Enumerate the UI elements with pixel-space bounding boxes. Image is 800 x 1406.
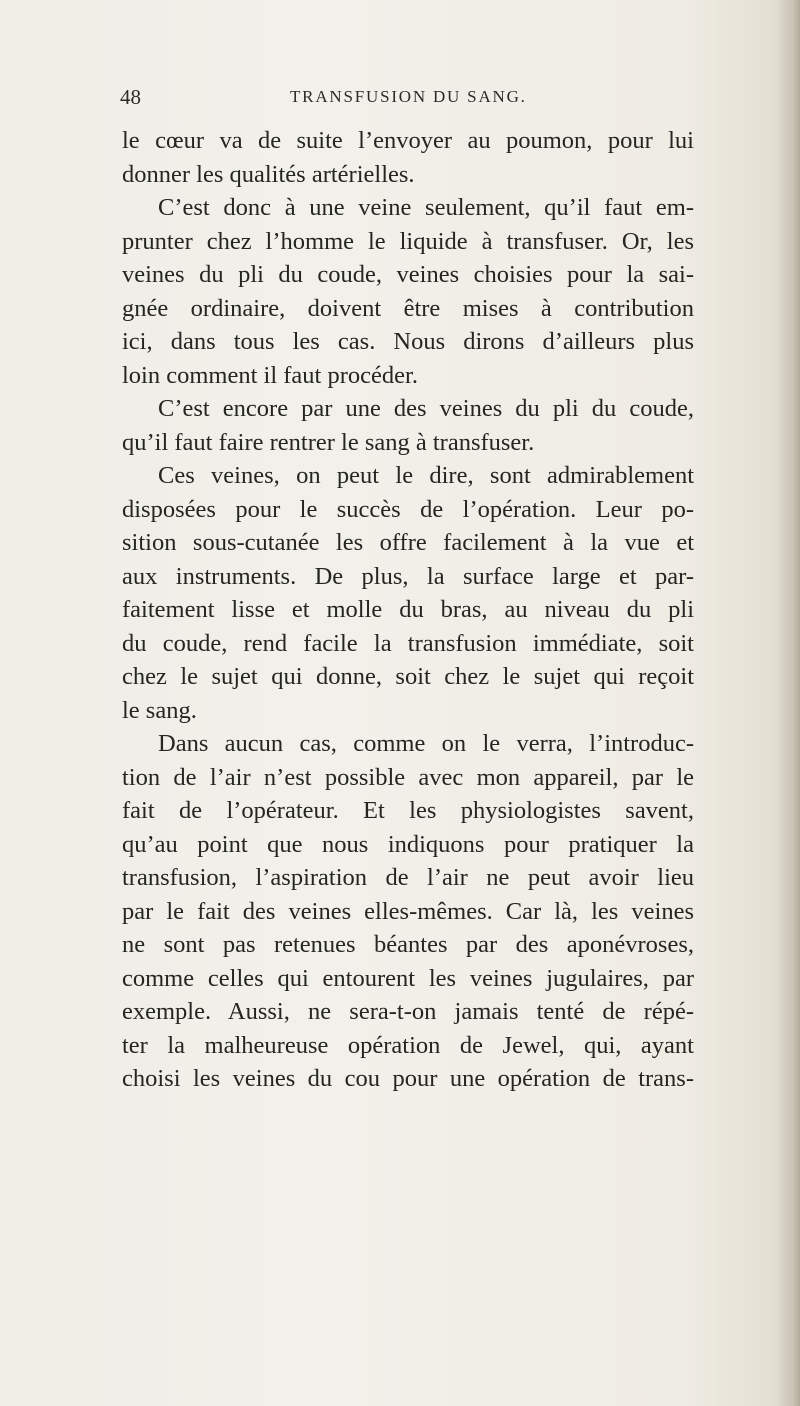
text-line: par le fait des veines elles-mêmes. Car là, les veines [122, 897, 694, 925]
text-line: comme celles qui entourent les veines jugulaires, par [122, 964, 694, 992]
text-line: prunter chez l’homme le liquide à transfuser. Or, les [122, 227, 694, 255]
running-title: TRANSFUSION DU SANG. [290, 87, 527, 106]
text-line: choisi les veines du cou pour une opération de trans- [122, 1065, 694, 1092]
page-number: 48 [120, 85, 141, 109]
text-line: exemple. Aussi, ne sera-t-on jamais tenté de répé- [122, 998, 694, 1025]
text-line: Dans aucun cas, comme on le verra, l’introduc- [158, 730, 694, 757]
page-edge-shadow [776, 0, 800, 1406]
text-line: donner les qualités artérielles. [122, 160, 415, 188]
page-header [120, 82, 695, 116]
text-line: Ces veines, on peut le dire, sont admirablement [158, 462, 694, 489]
text-line: sition sous-cutanée les offre facilement à la vue et [122, 529, 694, 556]
text-line: ne sont pas retenues béantes par des aponévroses, [122, 931, 694, 958]
text-line: ici, dans tous les cas. Nous dirons d’ailleurs plus [122, 328, 694, 355]
text-line: ter la malheureuse opération de Jewel, qui, ayant [122, 1031, 694, 1059]
text-line: disposées pour le succès de l’opération. Leur po- [122, 495, 694, 523]
text-line: aux instruments. De plus, la surface large et par- [122, 562, 694, 590]
text-line: faitement lisse et molle du bras, au niveau du pli [122, 596, 694, 623]
text-line: loin comment il faut procéder. [122, 361, 418, 389]
text-line: du coude, rend facile la transfusion immédiate, soit [122, 629, 694, 657]
text-line: transfusion, l’aspiration de l’air ne peut avoir lieu [122, 864, 694, 891]
text-line: C’est encore par une des veines du pli du coude, [158, 395, 694, 422]
text-line: veines du pli du coude, veines choisies pour la sai- [122, 261, 694, 288]
text-line: qu’il faut faire rentrer le sang à transfuser. [122, 428, 535, 456]
text-line: gnée ordinaire, doivent être mises à contribution [122, 294, 694, 322]
text-line: fait de l’opérateur. Et les physiologistes savent, [122, 797, 694, 824]
text-line: chez le sujet qui donne, soit chez le sujet qui reçoit [122, 663, 694, 690]
text-line: qu’au point que nous indiquons pour pratiquer la [122, 830, 694, 858]
text-line: tion de l’air n’est possible avec mon appareil, par le [122, 763, 694, 791]
text-line: le sang. [122, 696, 197, 724]
text-line: C’est donc à une veine seulement, qu’il faut em- [158, 194, 694, 221]
text-line: le cœur va de suite l’envoyer au poumon, pour lui [122, 127, 694, 154]
body-text [122, 124, 694, 1096]
